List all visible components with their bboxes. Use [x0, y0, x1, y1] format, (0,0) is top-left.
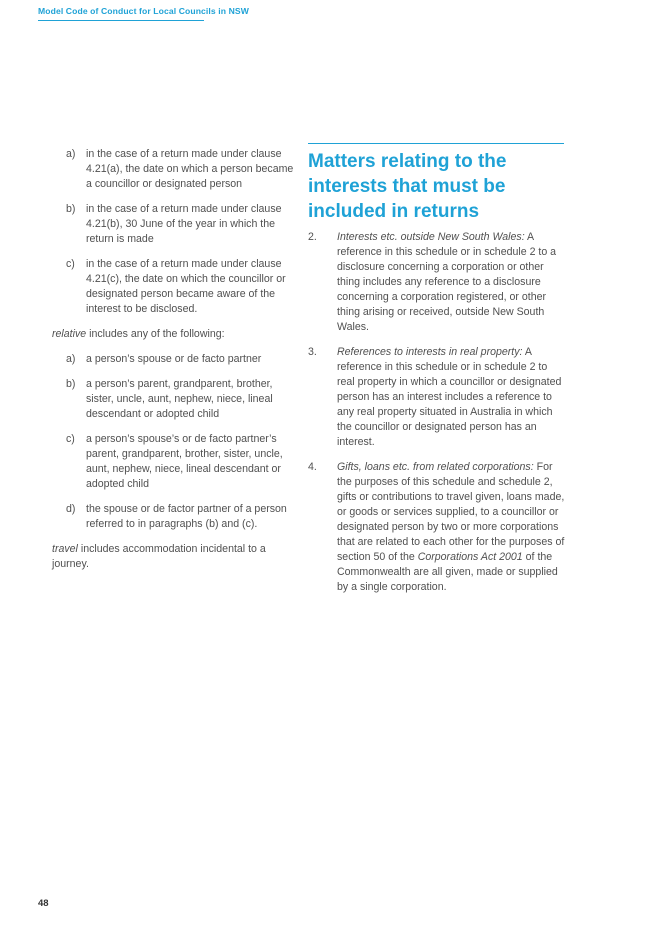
clause-title: Interests etc. outside New South Wales:	[337, 231, 525, 243]
relative-item-a	[66, 352, 298, 367]
item-text: a person’s spouse’s or de facto partner’s parent, grandparent, brother, sister, uncle, aunt, nephew, niece, lineal descendant or adopted child	[86, 433, 283, 490]
clause-text	[337, 345, 566, 450]
item-text: in the case of a return made under clause 4.21(a), the date on which a person became a councillor or designated person	[86, 148, 294, 190]
clause-number: 3.	[308, 346, 317, 358]
page-number: 48	[38, 898, 49, 909]
relative-definition-text: includes any of the following:	[86, 328, 225, 340]
item-marker: c)	[66, 433, 75, 445]
clause-text	[337, 230, 566, 335]
travel-definition	[52, 542, 298, 572]
date-item-b	[66, 202, 298, 247]
relative-item-d	[66, 502, 298, 532]
clause-number: 2.	[308, 231, 317, 243]
date-item-c	[66, 257, 298, 317]
clause-4	[308, 460, 566, 595]
item-marker: d)	[66, 503, 76, 515]
item-marker: b)	[66, 378, 76, 390]
section-heading: Matters relating to the interests that must be included in returns	[308, 151, 507, 222]
travel-term: travel	[52, 543, 78, 555]
left-column	[52, 147, 298, 572]
clause-body-end: of the Commonwealth are all given, made or supplied by a single corporation.	[337, 551, 558, 593]
right-column	[308, 143, 566, 605]
relative-term: relative	[52, 328, 87, 340]
travel-definition-text: includes accommodation incidental to a journey.	[52, 543, 266, 570]
clause-body: A reference in this schedule or in schedule 2 to real property in which a councillor or designated person has an interest includes a reference to any real property situated in Australia in which the councillor or designated person has an interest.	[337, 346, 562, 448]
running-header-title: Model Code of Conduct for Local Councils in NSW	[38, 6, 249, 16]
relative-definition	[52, 327, 298, 342]
clause-number: 4.	[308, 461, 317, 473]
clause-text	[337, 460, 566, 595]
clause-title: Gifts, loans etc. from related corporations:	[337, 461, 534, 473]
item-text: in the case of a return made under clause 4.21(c), the date on which the councillor or designated person became aware of the interest to be disclosed.	[86, 258, 286, 315]
item-text: a person’s parent, grandparent, brother, sister, uncle, aunt, nephew, niece, lineal descendant or adopted child	[86, 378, 273, 420]
clause-3	[308, 345, 566, 450]
clause-body: For the purposes of this schedule and schedule 2, gifts or contributions to travel given, loans made, or goods or services supplied, to a councillor or designated person by two or more corporations that are related to each other for the purposes of section 50 of the	[337, 461, 565, 563]
item-marker: c)	[66, 258, 75, 270]
relative-item-b	[66, 377, 298, 422]
clause-title: References to interests in real property:	[337, 346, 523, 358]
section-rule	[308, 143, 564, 144]
act-name: Corporations Act 2001	[417, 551, 523, 563]
item-marker: b)	[66, 203, 76, 215]
item-text: in the case of a return made under clause 4.21(b), 30 June of the year in which the return is made	[86, 203, 282, 245]
clause-body: A reference in this schedule or in schedule 2 to a disclosure concerning a corporation or other thing includes any reference to a disclosure concerning a corporation registered, or other thing arising or received, outside New South Wales.	[337, 231, 557, 333]
item-text: the spouse or de factor partner of a person referred to in paragraphs (b) and (c).	[86, 503, 287, 530]
item-text: a person’s spouse or de facto partner	[86, 353, 262, 365]
item-marker: a)	[66, 353, 76, 365]
item-marker: a)	[66, 148, 76, 160]
relative-item-c	[66, 432, 298, 492]
header-rule	[38, 20, 204, 21]
clause-2	[308, 230, 566, 335]
date-item-a	[66, 147, 298, 192]
